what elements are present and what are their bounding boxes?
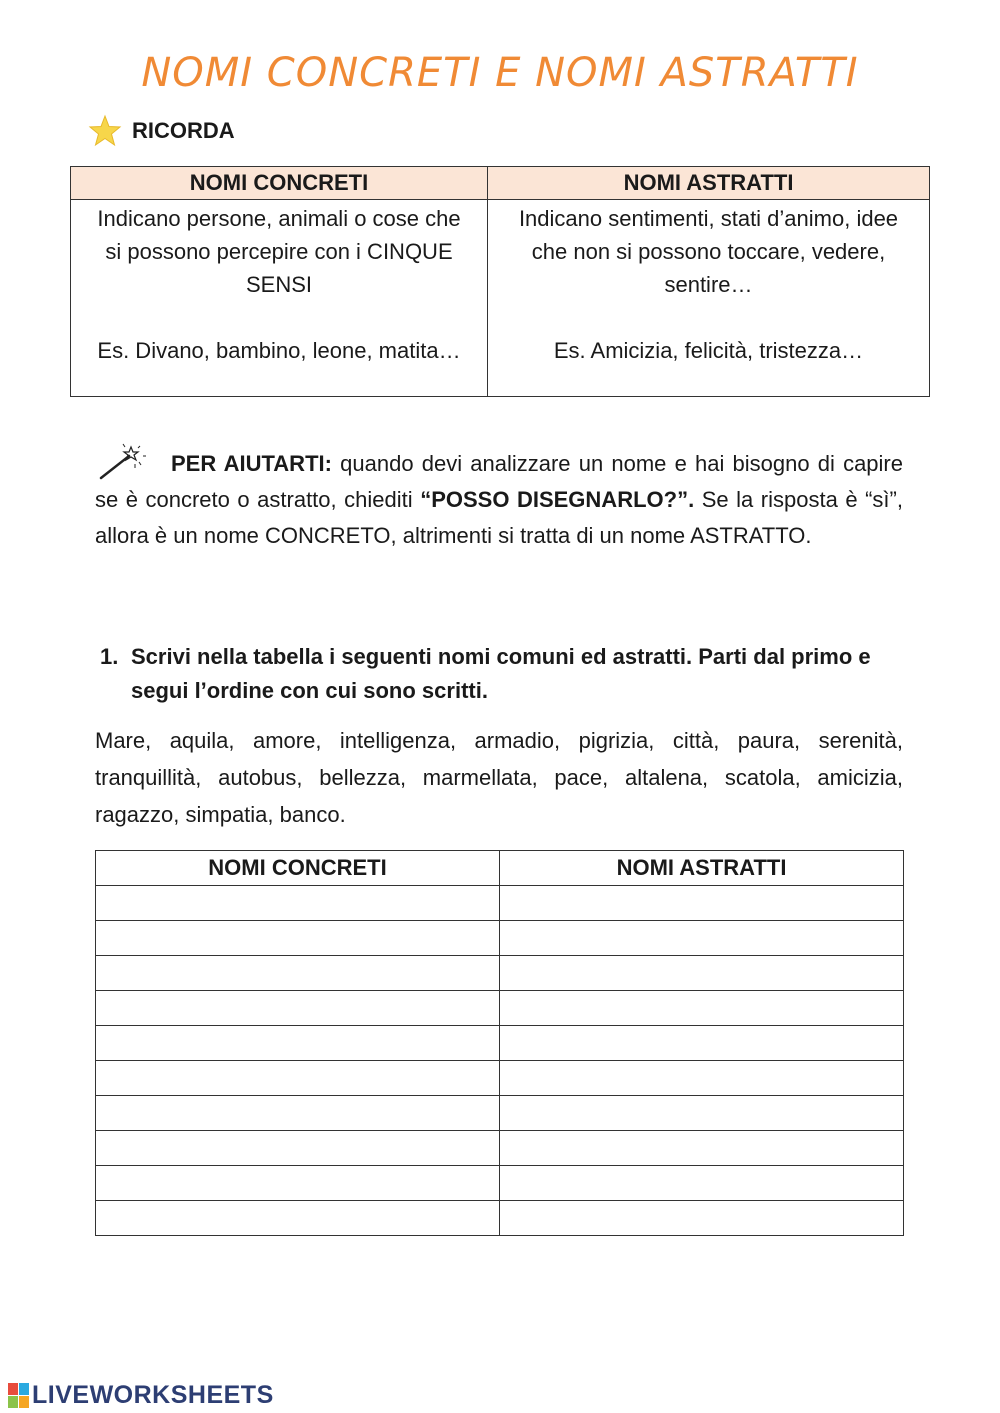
answer-table [95,850,904,1236]
help-text-before: quando devi analizzare un nome e hai bisogno di capire se è concreto o astratto, chiediti [95,451,903,512]
liveworksheets-logo-icon [8,1383,29,1408]
concreti-example: Es. Divano, bambino, leone, matita… [97,338,461,363]
logo-block [19,1396,29,1408]
footer-brand-text: LIVEWORKSHEETS [32,1381,274,1409]
help-question: “POSSO DISEGNARLO?”. [420,487,695,512]
exercise-number: 1. [100,644,119,669]
ref-cell-concreti [71,200,488,397]
answer-row [96,991,904,1026]
answer-cell-astratti[interactable] [500,1131,904,1166]
logo-block [19,1383,29,1395]
concreti-description: Indicano persone, animali o cose che si possono percepire con i CINQUE SENSI [97,206,461,297]
answer-cell-astratti[interactable] [500,1201,904,1236]
answer-cell-astratti[interactable] [500,1026,904,1061]
logo-block [8,1396,18,1408]
answer-row [96,1096,904,1131]
answer-cell-astratti[interactable] [500,1061,904,1096]
answer-cell-concreti[interactable] [96,1026,500,1061]
answer-cell-astratti[interactable] [500,991,904,1026]
answer-cell-astratti[interactable] [500,1166,904,1201]
answer-row [96,921,904,956]
help-label: PER AIUTARTI: [171,451,332,476]
answer-cell-concreti[interactable] [96,956,500,991]
logo-block [8,1383,18,1395]
page-title: NOMI CONCRETI E NOMI ASTRATTI [141,50,859,96]
star-icon [88,114,122,148]
answer-cell-astratti[interactable] [500,886,904,921]
footer-brand [8,1381,274,1410]
exercise-text: Scrivi nella tabella i seguenti nomi comuni ed astratti. Parti dal primo e segui l’ordine con cui sono scritti. [131,644,871,703]
help-paragraph [95,446,903,554]
answer-row [96,1131,904,1166]
answer-row [96,1026,904,1061]
ref-header-astratti: NOMI ASTRATTI [488,167,930,200]
answer-row [96,956,904,991]
answer-row [96,1061,904,1096]
help-text-after: Se la risposta è “sì”, allora è un nome CONCRETO, altrimenti si tratta di un nome ASTRATTO. [95,487,903,548]
answer-table-body [96,886,904,1236]
answer-cell-concreti[interactable] [96,1061,500,1096]
answer-cell-concreti[interactable] [96,1201,500,1236]
answer-row [96,1201,904,1236]
answer-cell-concreti[interactable] [96,991,500,1026]
answer-cell-astratti[interactable] [500,921,904,956]
answer-header-astratti: NOMI ASTRATTI [500,851,904,886]
answer-cell-concreti[interactable] [96,1166,500,1201]
answer-cell-concreti[interactable] [96,1096,500,1131]
answer-row [96,886,904,921]
ricorda-label: RICORDA [132,118,235,143]
ref-cell-astratti [488,200,930,397]
answer-header-concreti: NOMI CONCRETI [96,851,500,886]
answer-cell-concreti[interactable] [96,921,500,956]
answer-row [96,1166,904,1201]
answer-cell-concreti[interactable] [96,886,500,921]
reference-table [70,166,930,397]
ricorda-heading [88,114,235,148]
ref-header-concreti: NOMI CONCRETI [71,167,488,200]
answer-cell-astratti[interactable] [500,956,904,991]
answer-cell-astratti[interactable] [500,1096,904,1131]
exercise-instruction [96,640,904,708]
answer-cell-concreti[interactable] [96,1131,500,1166]
word-list: Mare, aquila, amore, intelligenza, armadio, pigrizia, città, paura, serenità, tranquillità, autobus, bellezza, marmellata, pace, altalena, scatola, amicizia, ragazzo, simpatia, banco. [95,728,903,827]
astratti-description: Indicano sentimenti, stati d’animo, idee che non si possono toccare, vedere, sentire… [518,206,899,297]
astratti-example: Es. Amicizia, felicità, tristezza… [553,338,864,363]
magic-wand-icon [95,442,157,482]
